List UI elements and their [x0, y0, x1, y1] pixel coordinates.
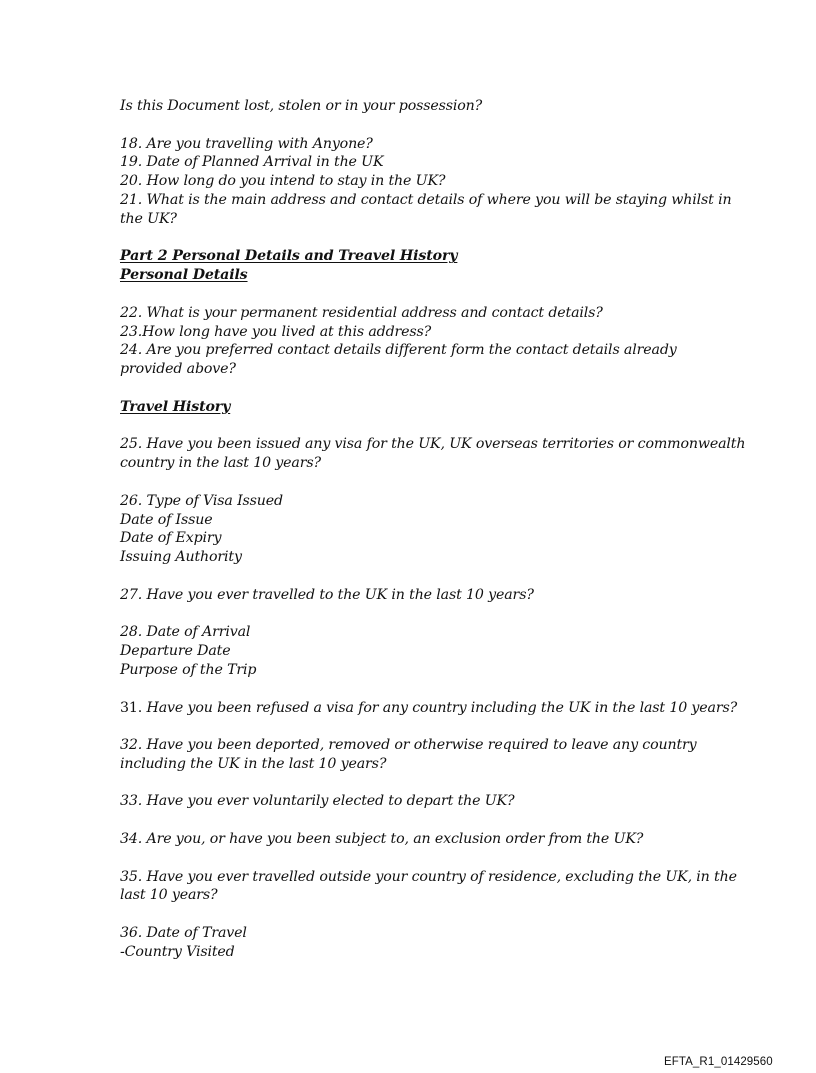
question-35-line-2: last 10 years? — [120, 887, 218, 904]
spacer — [120, 417, 720, 436]
spacer — [120, 905, 720, 924]
travel-history-heading: Travel History — [120, 398, 231, 415]
question-23: 23.How long have you lived at this address? — [120, 323, 432, 340]
question-26: 26. Type of Visa Issued — [120, 492, 283, 509]
spacer — [120, 774, 720, 793]
spacer — [120, 567, 720, 586]
question-25-line-1: 25. Have you been issued any visa for the UK, UK overseas territories or commonwealth — [120, 436, 746, 453]
question-36: 36. Date of Travel — [120, 925, 247, 942]
question-31-text: Have you been refused a visa for any country including the UK in the last 10 years? — [146, 699, 738, 716]
spacer — [120, 680, 720, 699]
question-26-issuing-authority: Issuing Authority — [120, 549, 242, 566]
question-18: 18. Are you travelling with Anyone? — [120, 135, 373, 152]
question-35-line-1: 35. Have you ever travelled outside your country of residence, excluding the UK, in the — [120, 868, 737, 885]
personal-details-heading: Personal Details — [120, 267, 248, 284]
question-document-status: Is this Document lost, stolen or in your possession? — [120, 98, 483, 114]
question-25-line-2: country in the last 10 years? — [120, 455, 321, 472]
spacer — [120, 811, 720, 830]
question-32-line-2: including the UK in the last 10 years? — [120, 755, 387, 772]
question-32-line-1: 32. Have you been deported, removed or otherwise required to leave any country — [120, 737, 697, 754]
question-21-line-2: the UK? — [120, 210, 177, 227]
spacer — [120, 379, 720, 398]
spacer — [120, 849, 720, 868]
question-24-line-1: 24. Are you preferred contact details different form the contact details already — [120, 342, 677, 359]
document-page — [120, 97, 746, 962]
spacer — [120, 229, 720, 248]
question-31-number: 31. — [120, 699, 147, 716]
question-19: 19. Date of Planned Arrival in the UK — [120, 154, 384, 171]
question-22: 22. What is your permanent residential address and contact details? — [120, 304, 603, 321]
spacer — [120, 473, 720, 492]
question-27: 27. Have you ever travelled to the UK in the last 10 years? — [120, 586, 534, 603]
question-33: 33. Have you ever voluntarily elected to depart the UK? — [120, 793, 515, 810]
question-24-line-2: provided above? — [120, 361, 236, 378]
question-26-date-of-expiry: Date of Expiry — [120, 530, 222, 547]
question-28-departure-date: Departure Date — [120, 643, 231, 660]
spacer — [120, 285, 720, 304]
spacer — [120, 717, 720, 736]
question-28: 28. Date of Arrival — [120, 624, 251, 641]
question-34: 34. Are you, or have you been subject to, an exclusion order from the UK? — [120, 831, 644, 848]
question-28-purpose: Purpose of the Trip — [120, 661, 257, 678]
part-2-heading: Part 2 Personal Details and Treavel History — [120, 248, 458, 265]
question-36-country-visited: -Country Visited — [120, 943, 235, 960]
question-20: 20. How long do you intend to stay in the UK? — [120, 173, 446, 190]
spacer — [120, 605, 720, 624]
question-26-date-of-issue: Date of Issue — [120, 511, 213, 528]
spacer — [120, 116, 720, 135]
question-21-line-1: 21. What is the main address and contact details of where you will be staying whilst in — [120, 191, 732, 208]
question-31 — [120, 699, 738, 718]
document-id-stamp: EFTA_R1_01429560 — [664, 1056, 773, 1068]
